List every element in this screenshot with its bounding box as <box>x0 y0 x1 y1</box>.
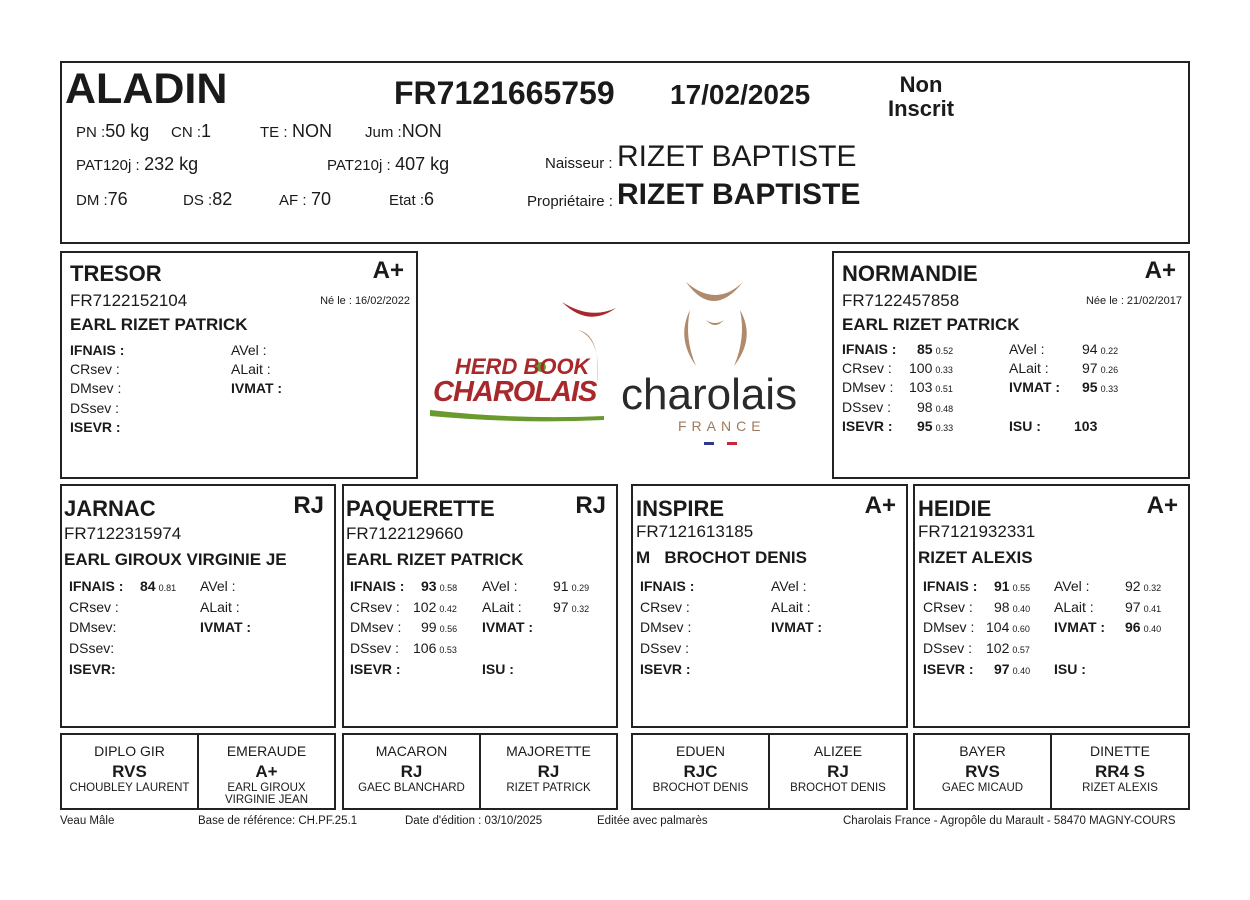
ggp-grade: RJ <box>400 762 423 781</box>
gp1-ivmat-label: IVMAT : <box>200 619 252 635</box>
gp3-crsev-label: CRsev : <box>640 599 690 615</box>
sire-name: TRESOR <box>70 261 162 286</box>
dam-avel: 94 0.22 <box>1082 341 1119 357</box>
footer-organization: Charolais France - Agropôle du Marault - 58470 MAGNY-COURS <box>843 815 1176 827</box>
stat-ds: DS :82 <box>183 189 233 209</box>
inscription-status: Non Inscrit <box>888 72 955 121</box>
gp4-ivmat-label: IVMAT : <box>1054 619 1106 635</box>
ggp-owner: GAEC BLANCHARD <box>358 782 465 794</box>
green-swoosh-icon <box>430 410 604 421</box>
ggp-card <box>770 735 906 808</box>
dam-born: Née le : 21/02/2017 <box>1085 295 1182 307</box>
ggp-name: BAYER <box>959 743 1006 759</box>
gp4-crsev: 98 0.40 <box>994 599 1031 615</box>
sire-alait: ALait : <box>231 361 271 377</box>
dam-name: NORMANDIE <box>842 261 978 286</box>
ggp-name: ALIZEE <box>813 743 863 759</box>
ggp-card <box>633 735 770 808</box>
ggp-grade: RJ <box>537 762 560 781</box>
animal-date: 17/02/2025 <box>670 79 811 110</box>
ggp-card <box>62 735 199 808</box>
gp4-dmsev: 104 0.60 <box>986 619 1030 635</box>
animal-header <box>60 61 1190 244</box>
gp4-id: FR7121932331 <box>918 522 1036 541</box>
gp2-isevr-label: ISEVR : <box>350 661 401 677</box>
logo-herd-book: HERD BOOK <box>455 354 590 379</box>
dam-avel-label: AVel : <box>1009 341 1045 357</box>
stat-pat210: PAT210j : 407 kg <box>327 154 450 174</box>
gp1-id: FR7122315974 <box>64 524 182 543</box>
stat-te: TE : NON <box>260 121 332 141</box>
ggp-owner: RIZET ALEXIS <box>1082 782 1158 794</box>
red-horns-icon <box>562 302 616 317</box>
gp2-ivmat-label: IVMAT : <box>482 619 534 635</box>
gp2-owner: EARL RIZET PATRICK <box>346 550 524 569</box>
ggp-grade: RJC <box>683 762 718 781</box>
bull-left-ear-icon <box>684 310 696 366</box>
gp2-crsev: 102 0.42 <box>413 599 457 615</box>
gp1-dssev-label: DSsev: <box>69 640 115 656</box>
ggp-card <box>481 735 616 808</box>
footer-palmares: Editée avec palmarès <box>597 815 708 827</box>
gp4-alait: 97 0.41 <box>1125 599 1162 615</box>
dam-dmsev: 103 0.51 <box>909 379 953 395</box>
sire-avel: AVel : <box>231 342 267 358</box>
dam-ifnais: 85 0.52 <box>917 341 954 357</box>
dam-alait-label: ALait : <box>1009 360 1049 376</box>
gp3-alait-label: ALait : <box>771 599 811 615</box>
gp4-name: HEIDIE <box>918 496 992 521</box>
gp3-name: INSPIRE <box>636 496 725 521</box>
ggp-owner: EARL GIROUX VIRGINIE JEAN <box>224 782 309 806</box>
gp1-ifnais-label: IFNAIS : <box>69 578 124 594</box>
footer-base: Base de référence: CH.PF.25.1 <box>198 815 358 827</box>
stat-pn: PN :50 kg <box>76 121 150 141</box>
sire-id: FR7122152104 <box>70 291 188 310</box>
ggp-name: DIPLO GIR <box>94 743 165 759</box>
gp2-dssev: 106 0.53 <box>413 640 457 656</box>
animal-name: ALADIN <box>65 65 228 113</box>
gp2-name: PAQUERETTE <box>346 496 495 521</box>
grandparent-card-paquerette <box>342 484 618 728</box>
gp4-avel: 92 0.32 <box>1125 578 1162 594</box>
gp2-id: FR7122129660 <box>346 524 464 543</box>
dam-alait: 97 0.26 <box>1082 360 1119 376</box>
ggp-grade: RR4 S <box>1094 762 1146 781</box>
gp2-dmsev-label: DMsev : <box>350 619 402 635</box>
logo-charolais-red: CHAROLAIS <box>433 376 597 408</box>
gp1-ifnais: 84 0.81 <box>140 578 177 594</box>
sire-crsev: CRsev : <box>70 361 120 377</box>
gp4-isu-label: ISU : <box>1054 661 1086 677</box>
gp3-owner: M BROCHOT DENIS <box>636 548 807 567</box>
gp3-dmsev-label: DMsev : <box>640 619 692 635</box>
gp4-avel-label: AVel : <box>1054 578 1090 594</box>
ggp-owner: BROCHOT DENIS <box>652 782 749 794</box>
stat-pat120: PAT120j : 232 kg <box>76 154 199 174</box>
gp2-alait-label: ALait : <box>482 599 522 615</box>
dam-id: FR7122457858 <box>842 291 960 310</box>
dam-dssev-label: DSsev : <box>842 399 892 415</box>
gp3-ifnais-label: IFNAIS : <box>640 578 695 594</box>
dam-ivmat-label: IVMAT : <box>1009 379 1061 395</box>
ggp-pair-4 <box>913 733 1190 810</box>
gp1-dmsev-label: DMsev: <box>69 619 117 635</box>
ggp-owner: GAEC MICAUD <box>941 782 1024 794</box>
stat-dm: DM :76 <box>76 189 128 209</box>
proprietaire-value: RIZET BAPTISTE <box>617 178 861 211</box>
sire-dmsev: DMsev : <box>70 380 122 396</box>
naisseur-label: Naisseur : <box>545 155 613 172</box>
ggp-owner: RIZET PATRICK <box>506 782 591 794</box>
gp4-isevr: 97 0.40 <box>994 661 1031 677</box>
ggp-name: MAJORETTE <box>506 743 591 759</box>
flag-blue-icon <box>704 442 714 445</box>
ggp-card <box>344 735 481 808</box>
ggp-card <box>199 735 334 808</box>
animal-id: FR7121665759 <box>394 75 615 111</box>
stat-cn: CN :1 <box>171 121 212 141</box>
gp2-ifnais: 93 0.58 <box>421 578 458 594</box>
dam-dmsev-label: DMsev : <box>842 379 894 395</box>
ggp-grade: RVS <box>112 762 147 781</box>
dam-isu-label: ISU : <box>1009 418 1041 434</box>
dam-isu: 103 <box>1074 418 1098 434</box>
gp1-avel-label: AVel : <box>200 578 236 594</box>
ggp-pair-1 <box>60 733 336 810</box>
flag-red-icon <box>727 442 737 445</box>
dam-ifnais-label: IFNAIS : <box>842 341 897 357</box>
gp3-dssev-label: DSsev : <box>640 640 690 656</box>
gp4-ifnais-label: IFNAIS : <box>923 578 978 594</box>
ggp-name: DINETTE <box>1090 743 1150 759</box>
ggp-owner: BROCHOT DENIS <box>790 782 886 794</box>
ggp-grade: RVS <box>965 762 1000 781</box>
gp1-name: JARNAC <box>64 496 156 521</box>
sire-owner: EARL RIZET PATRICK <box>70 315 248 334</box>
dam-crsev-label: CRsev : <box>842 360 892 376</box>
gp4-isevr-label: ISEVR : <box>923 661 974 677</box>
gp2-ifnais-label: IFNAIS : <box>350 578 405 594</box>
dam-isevr: 95 0.33 <box>917 418 954 434</box>
gp2-dssev-label: DSsev : <box>350 640 400 656</box>
gp2-avel: 91 0.29 <box>553 578 590 594</box>
dam-dssev: 98 0.48 <box>917 399 954 415</box>
logo-charolais-word: charolais <box>621 370 798 419</box>
gp4-dmsev-label: DMsev : <box>923 619 975 635</box>
gp1-grade: RJ <box>293 492 324 519</box>
gp3-isevr-label: ISEVR : <box>640 661 691 677</box>
gp4-ifnais: 91 0.55 <box>994 578 1031 594</box>
ggp-name: MACARON <box>375 743 448 759</box>
gp2-avel-label: AVel : <box>482 578 518 594</box>
dam-grade: A+ <box>1144 257 1176 284</box>
gp4-owner: RIZET ALEXIS <box>918 548 1033 567</box>
grandparent-card-jarnac <box>60 484 336 728</box>
charolais-logo <box>428 270 828 460</box>
gp3-ivmat-label: IVMAT : <box>771 619 823 635</box>
gp4-grade: A+ <box>1146 492 1178 519</box>
footer-sex: Veau Mâle <box>60 815 115 827</box>
gp2-dmsev: 99 0.56 <box>421 619 458 635</box>
proprietaire-label: Propriétaire : <box>527 193 613 210</box>
gp4-crsev-label: CRsev : <box>923 599 973 615</box>
grandparent-card-heidie <box>913 484 1190 728</box>
stat-af: AF : 70 <box>279 189 331 209</box>
ggp-grade: A+ <box>255 762 278 781</box>
stat-jum: Jum :NON <box>365 121 442 141</box>
gp4-ivmat: 96 0.40 <box>1125 619 1162 635</box>
ggp-card <box>915 735 1052 808</box>
gp2-grade: RJ <box>575 492 606 519</box>
ggp-card <box>1052 735 1188 808</box>
gp4-alait-label: ALait : <box>1054 599 1094 615</box>
gp3-id: FR7121613185 <box>636 522 754 541</box>
gp1-owner: EARL GIROUX VIRGINIE JE <box>64 550 287 569</box>
bull-nose-icon <box>706 320 724 325</box>
dam-isevr-label: ISEVR : <box>842 418 893 434</box>
stat-etat: Etat :6 <box>389 189 435 209</box>
gp4-dssev: 102 0.57 <box>986 640 1030 656</box>
gp3-avel-label: AVel : <box>771 578 807 594</box>
ggp-name: EMERAUDE <box>226 743 307 759</box>
grandparent-card-inspire <box>631 484 908 728</box>
gp4-dssev-label: DSsev : <box>923 640 973 656</box>
sire-isevr: ISEVR : <box>70 419 121 435</box>
gp3-grade: A+ <box>864 492 896 519</box>
ggp-name: EDUEN <box>675 743 725 759</box>
ggp-owner: CHOUBLEY LAURENT <box>69 782 190 794</box>
bull-right-ear-icon <box>734 310 747 366</box>
gp1-crsev-label: CRsev : <box>69 599 119 615</box>
gp2-isu-label: ISU : <box>482 661 514 677</box>
logo-france: FRANCE <box>678 418 766 434</box>
sire-born: Né le : 16/02/2022 <box>320 295 410 307</box>
gp1-isevr-label: ISEVR: <box>69 661 116 677</box>
gp2-alait: 97 0.32 <box>553 599 590 615</box>
dam-ivmat: 95 0.33 <box>1082 379 1119 395</box>
sire-card <box>60 251 418 479</box>
ggp-pair-2 <box>342 733 618 810</box>
dam-crsev: 100 0.33 <box>909 360 953 376</box>
sire-grade: A+ <box>372 257 404 284</box>
gp1-alait-label: ALait : <box>200 599 240 615</box>
ggp-pair-3 <box>631 733 908 810</box>
naisseur-value: RIZET BAPTISTE <box>617 140 857 173</box>
bull-horns-icon <box>686 282 743 301</box>
dam-card <box>832 251 1190 479</box>
sire-ivmat: IVMAT : <box>231 380 283 396</box>
dam-owner: EARL RIZET PATRICK <box>842 315 1020 334</box>
sire-ifnais: IFNAIS : <box>70 342 125 358</box>
gp2-crsev-label: CRsev : <box>350 599 400 615</box>
footer-edition: Date d'édition : 03/10/2025 <box>405 815 543 827</box>
ggp-grade: RJ <box>827 762 849 781</box>
sire-dssev: DSsev : <box>70 400 120 416</box>
